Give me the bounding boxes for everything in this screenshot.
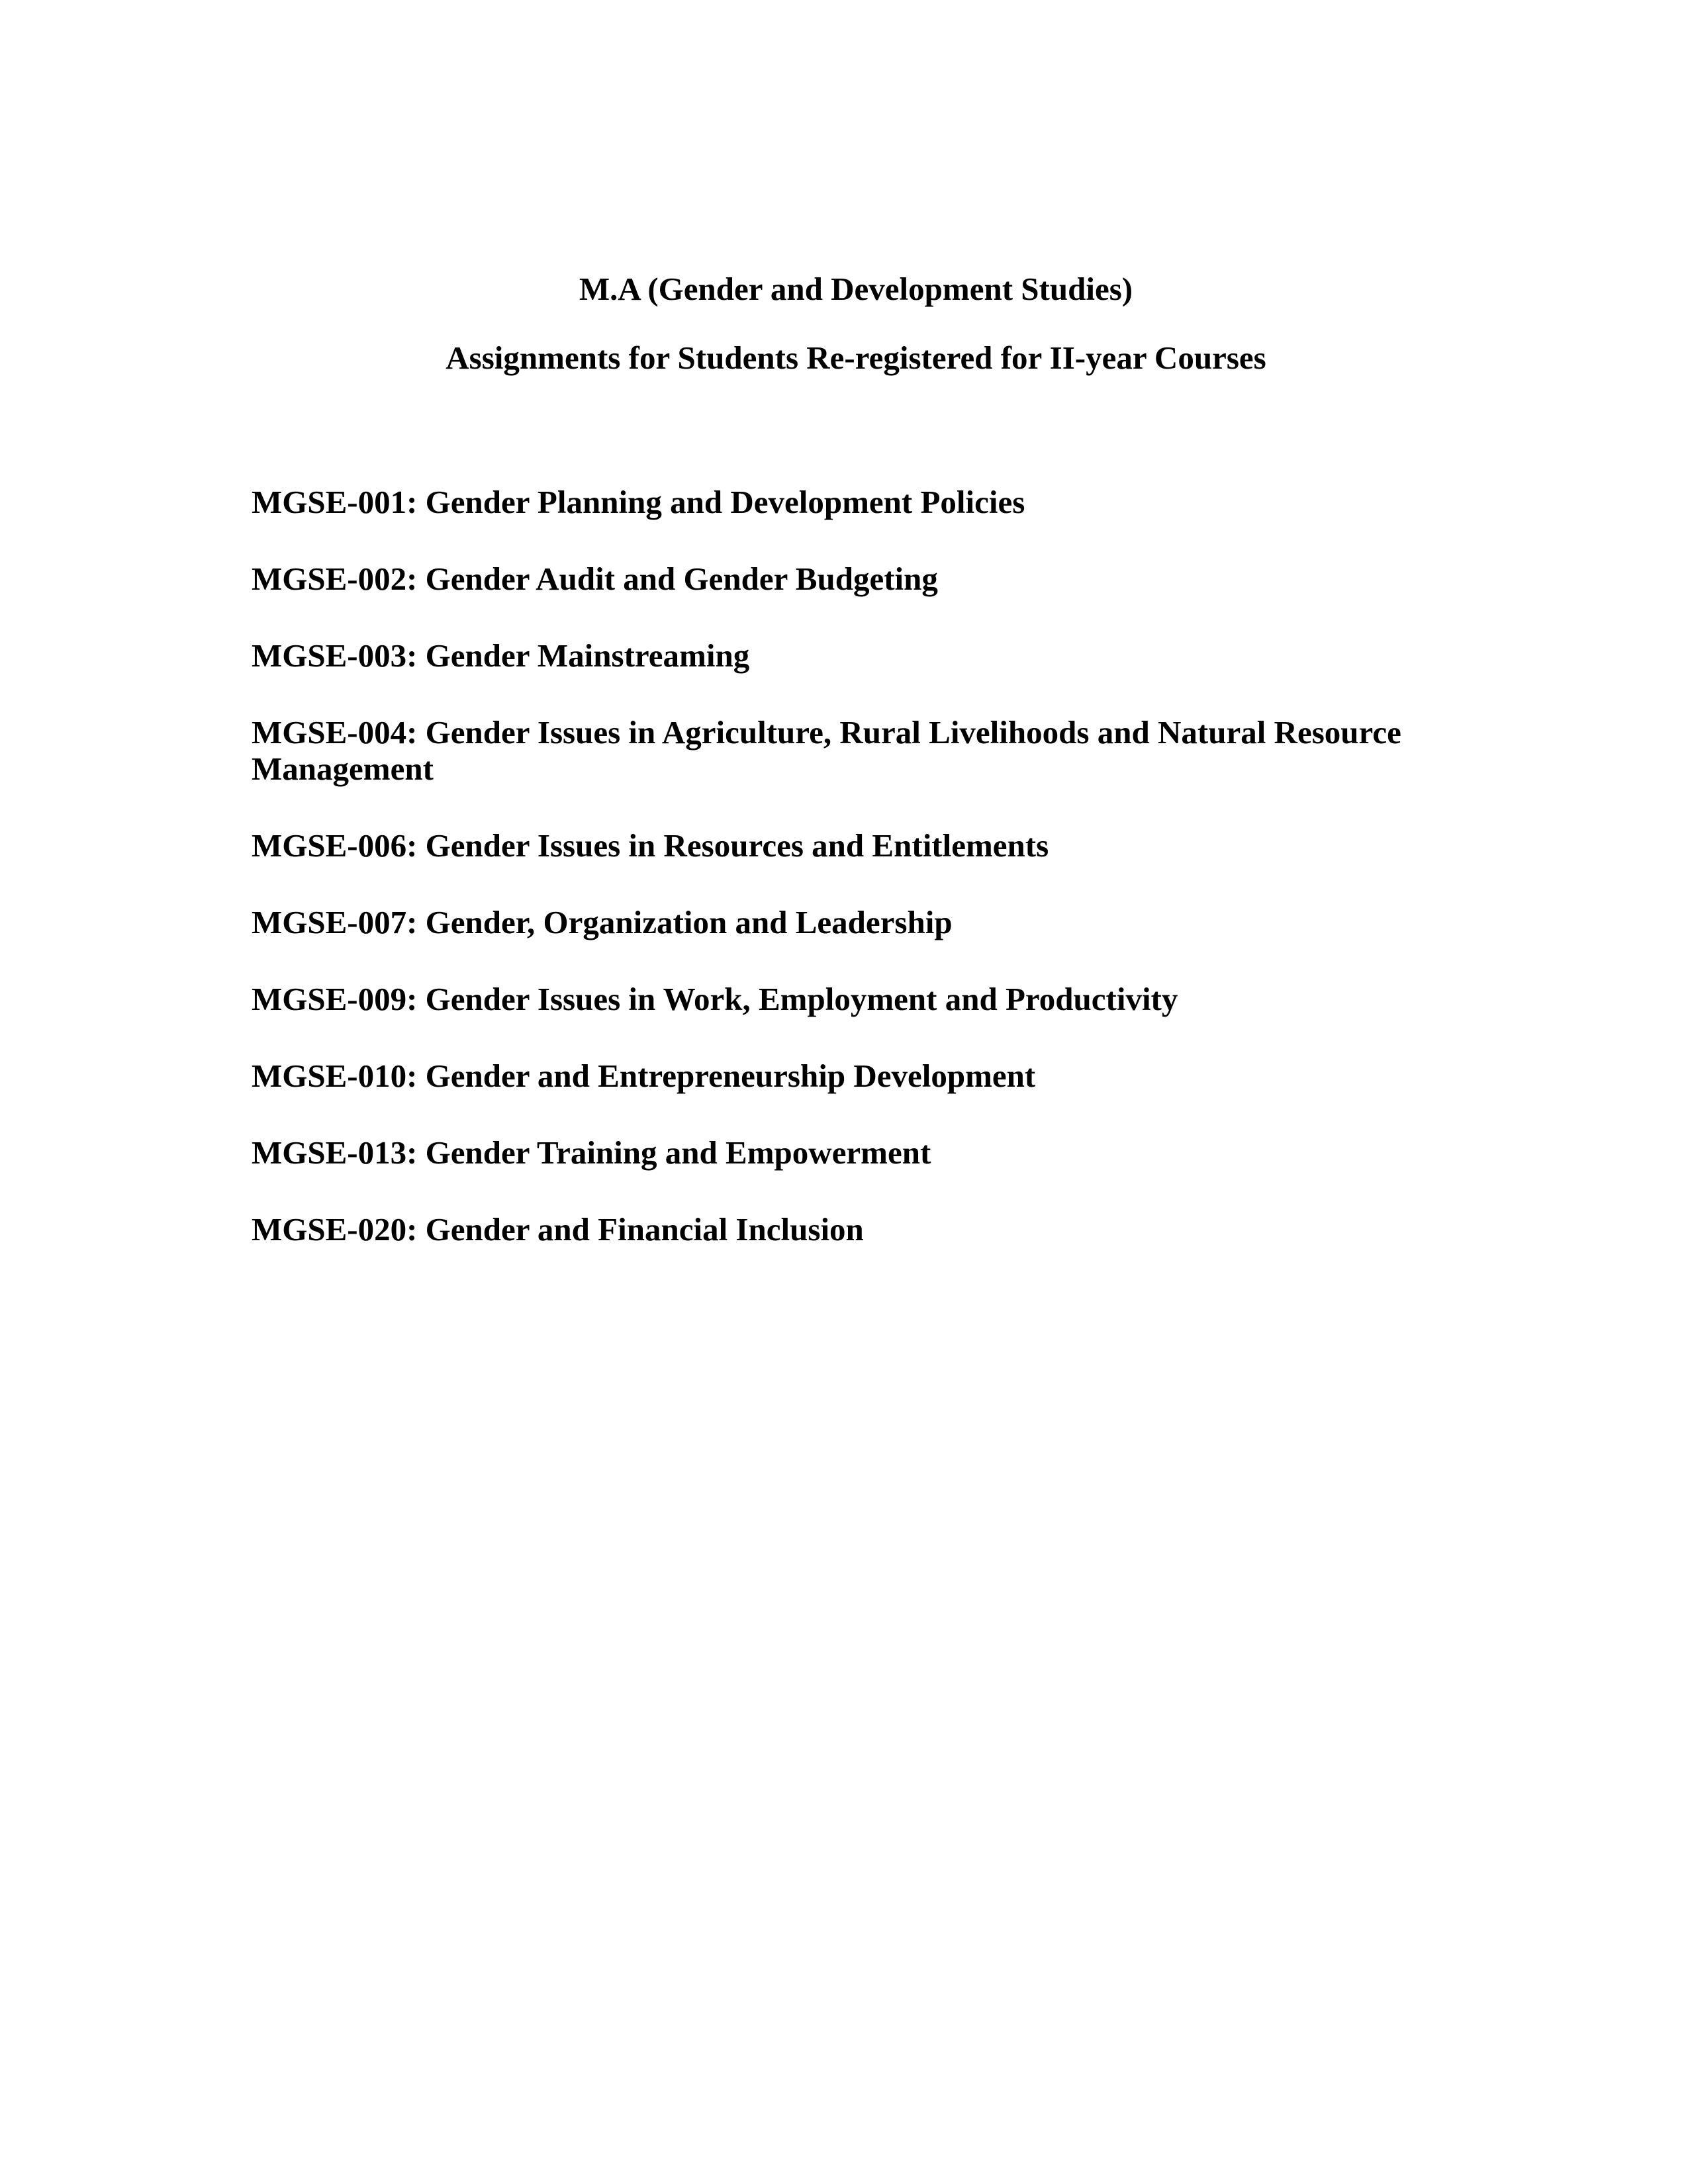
- course-item: MGSE-009: Gender Issues in Work, Employment and Productivity: [252, 981, 1178, 1017]
- course-item: MGSE-003: Gender Mainstreaming: [252, 637, 750, 674]
- document-subtitle: Assignments for Students Re-registered for II-year Courses: [445, 340, 1266, 376]
- course-item: MGSE-002: Gender Audit and Gender Budgeting: [252, 561, 938, 597]
- course-item: MGSE-004: Gender Issues in Agriculture, Rural Livelihoods and Natural Resource Management: [252, 714, 1401, 787]
- course-item: MGSE-013: Gender Training and Empowerment: [252, 1134, 931, 1171]
- course-list: [252, 484, 1463, 1288]
- document-title: M.A (Gender and Development Studies): [579, 271, 1133, 307]
- course-item: MGSE-010: Gender and Entrepreneurship Development: [252, 1058, 1036, 1094]
- course-item: MGSE-006: Gender Issues in Resources and Entitlements: [252, 827, 1049, 864]
- course-item: MGSE-007: Gender, Organization and Leadership: [252, 904, 953, 940]
- course-item: MGSE-020: Gender and Financial Inclusion: [252, 1211, 864, 1248]
- course-item: MGSE-001: Gender Planning and Development Policies: [252, 484, 1025, 520]
